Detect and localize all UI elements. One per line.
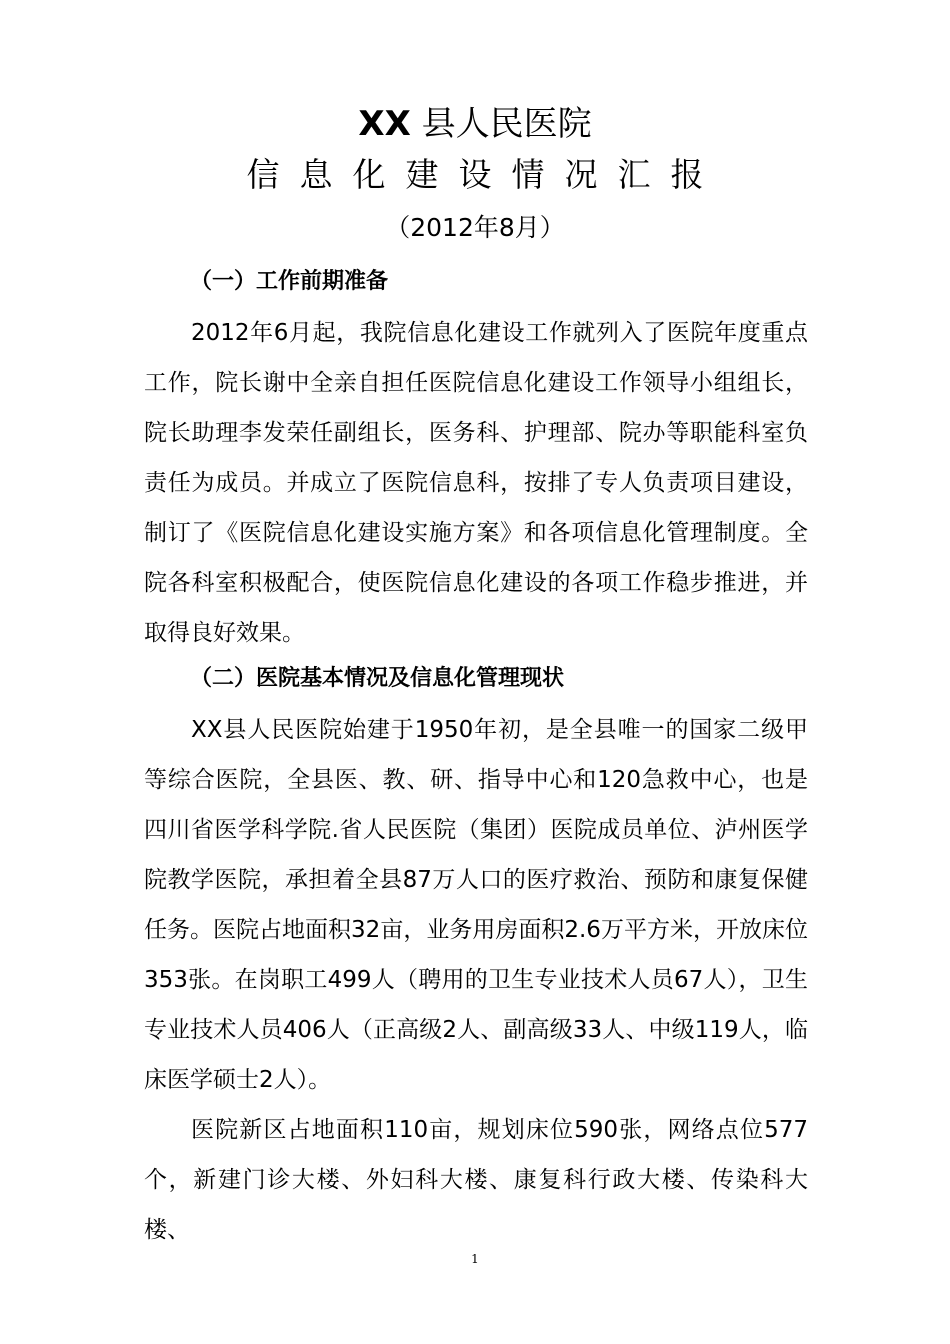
section-heading-2: （二）医院基本情况及信息化管理现状	[190, 666, 565, 691]
section-1-paragraph: 2012年6月起，我院信息化建设工作就列入了医院年度重点工作，院长谢中全亲自担任医院信息化建设工作领导小组组长，院长助理李发荣任副组长，医务科、护理部、院办等职能科室负责任为成员。并成立了医院信息科，按排了专人负责项目建设，制订了《医院信息化建设实施方案》和各项信息化管理制度。全院各科室积极配合，使医院信息化建设的各项工作稳步推进，并取得良好效果。	[144, 320, 808, 646]
document-title-line1	[0, 102, 950, 146]
document-title-line2: 信息化建设情况汇报	[246, 155, 724, 194]
document-date: （2012年8月）	[385, 213, 565, 242]
title-hospital-name: 县人民医院	[421, 104, 592, 144]
section-2-paragraph-2: 医院新区占地面积110亩，规划床位590张，网络点位577个，新建门诊大楼、外妇科大楼、康复科行政大楼、传染科大楼、	[144, 1117, 808, 1243]
section-heading-1: （一）工作前期准备	[190, 269, 389, 294]
page-number: 1	[471, 1252, 479, 1266]
title-prefix: XX	[358, 104, 411, 144]
section-2-paragraph-1: XX县人民医院始建于1950年初，是全县唯一的国家二级甲等综合医院，全县医、教、研、指导中心和120急救中心，也是四川省医学科学院.省人民医院（集团）医院成员单位、泸州医学院教学医院，承担着全县87万人口的医疗救治、预防和康复保健任务。医院占地面积32亩，业务用房面积2.6万平方米，开放床位353张。在岗职工499人（聘用的卫生专业技术人员67人），卫生专业技术人员406人（正高级2人、副高级33人、中级119人，临床医学硕士2人）。	[144, 717, 808, 1093]
